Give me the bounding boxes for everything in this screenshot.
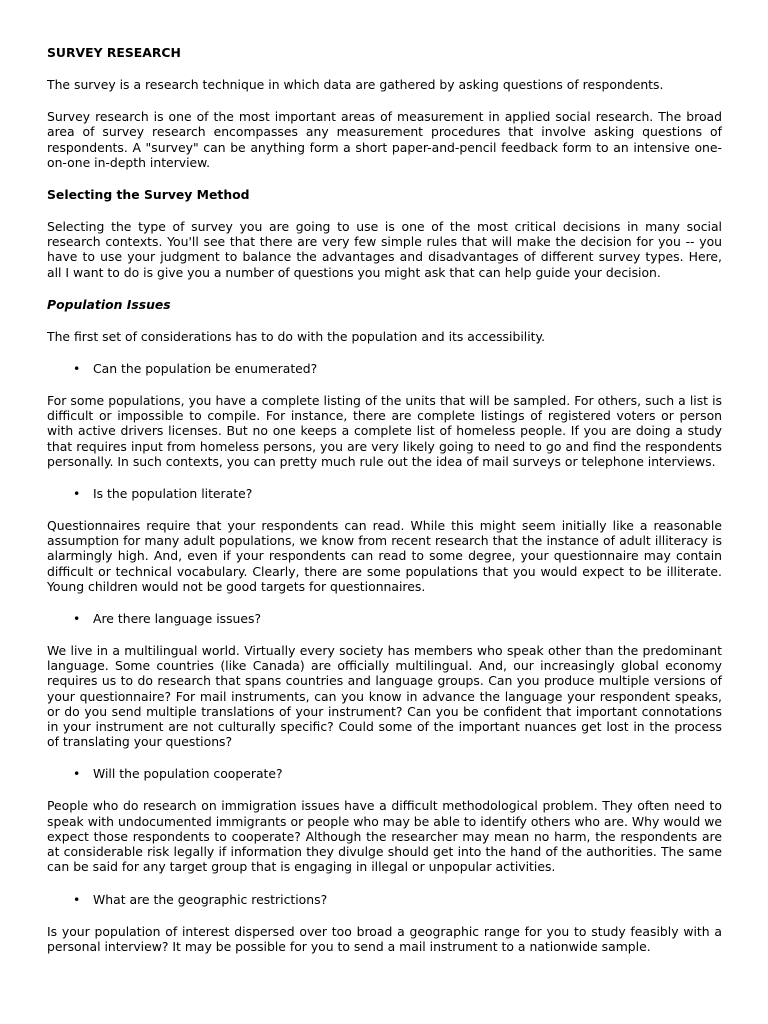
bullet-item-enumerated (47, 361, 722, 376)
section-heading-population: Population Issues (47, 296, 171, 312)
document-page (47, 45, 722, 971)
bullet-icon: • (73, 766, 81, 782)
bullet-text: Are there language issues? (93, 611, 262, 627)
enumerated-paragraph: For some populations, you have a complete listing of the units that will be sampled. For others, such a list is difficult or impossible to compile. For instance, there are complete listings of registered voters or person with active drivers licenses. But no one keeps a complete list of homeless people. If you are doing a study that requires input from homeless persons, you are very likely going to need to go and find the respondents personally. In such contexts, you can pretty much rule out the idea of mail surveys or telephone interviews. (47, 393, 722, 469)
bullet-item-literate (47, 486, 722, 501)
document-title: SURVEY RESEARCH (47, 45, 181, 60)
bullet-text: Can the population be enumerated? (93, 361, 318, 377)
cooperate-paragraph: People who do research on immigration issues have a difficult methodological problem. They often need to speak with undocumented immigrants or people who may be able to identify others who are. Why would we expect those respondents to cooperate? Although the researcher may mean no harm, the respondents are at considerable risk legally if information they divulge should get into the hand of the authorities. The same can be said for any target group that is engaging in illegal or unpopular activities. (47, 798, 722, 875)
selecting-paragraph: Selecting the type of survey you are going to use is one of the most critical decisions in many social research contexts. You'll see that there are very few simple rules that will make the decision for you -- you have to use your judgment to balance the advantages and disadvantages of different survey types. Here, all I want to do is give you a number of questions you might ask that can help guide your decision. (47, 219, 722, 280)
section-heading-selecting: Selecting the Survey Method (47, 187, 250, 203)
population-paragraph: The first set of considerations has to do with the population and its accessibility. (47, 328, 546, 344)
bullet-icon: • (73, 611, 81, 627)
bullet-text: Is the population literate? (93, 486, 253, 502)
literate-paragraph: Questionnaires require that your respondents can read. While this might seem initially like a reasonable assumption for many adult populations, we know from recent research that the instance of adult illiteracy is alarmingly high. And, even if your respondents can read to some degree, your questionnaire may contain difficult or technical vocabulary. Clearly, there are some populations that you would expect to be illiterate. Young children would not be good targets for questionnaires. (47, 518, 722, 594)
bullet-icon: • (73, 486, 81, 502)
bullet-icon: • (73, 891, 81, 907)
geographic-paragraph: Is your population of interest dispersed over too broad a geographic range for you to study feasibly with a personal interview? It may be possible for you to send a mail instrument to a nationwide sample. (47, 923, 722, 954)
bullet-icon: • (73, 361, 81, 377)
language-paragraph: We live in a multilingual world. Virtually every society has members who speak other than the predominant language. Some countries (like Canada) are officially multilingual. And, our increasingly global economy requires us to do research that spans countries and language groups. Can you produce multiple versions of your questionnaire? For mail instruments, can you know in advance the language your respondent speaks, or do you send multiple translations of your instrument? Can you be confident that important connotations in your instrument are not culturally specific? Could some of the important nuances get lost in the process of translating your questions? (47, 643, 722, 750)
intro-paragraph: The survey is a research technique in which data are gathered by asking questions of respondents. (47, 77, 664, 92)
bullet-item-language (47, 611, 722, 626)
bullet-text: What are the geographic restrictions? (93, 891, 328, 907)
bullet-text: Will the population cooperate? (93, 766, 283, 782)
bullet-item-cooperate (47, 766, 722, 781)
overview-paragraph: Survey research is one of the most important areas of measurement in applied social research. The broad area of survey research encompasses any measurement procedures that involve asking questions of respondents. A "survey" can be anything form a short paper-and-pencil feedback form to an intensive one-on-one in-depth interview. (47, 109, 722, 170)
bullet-item-geographic (47, 892, 722, 907)
